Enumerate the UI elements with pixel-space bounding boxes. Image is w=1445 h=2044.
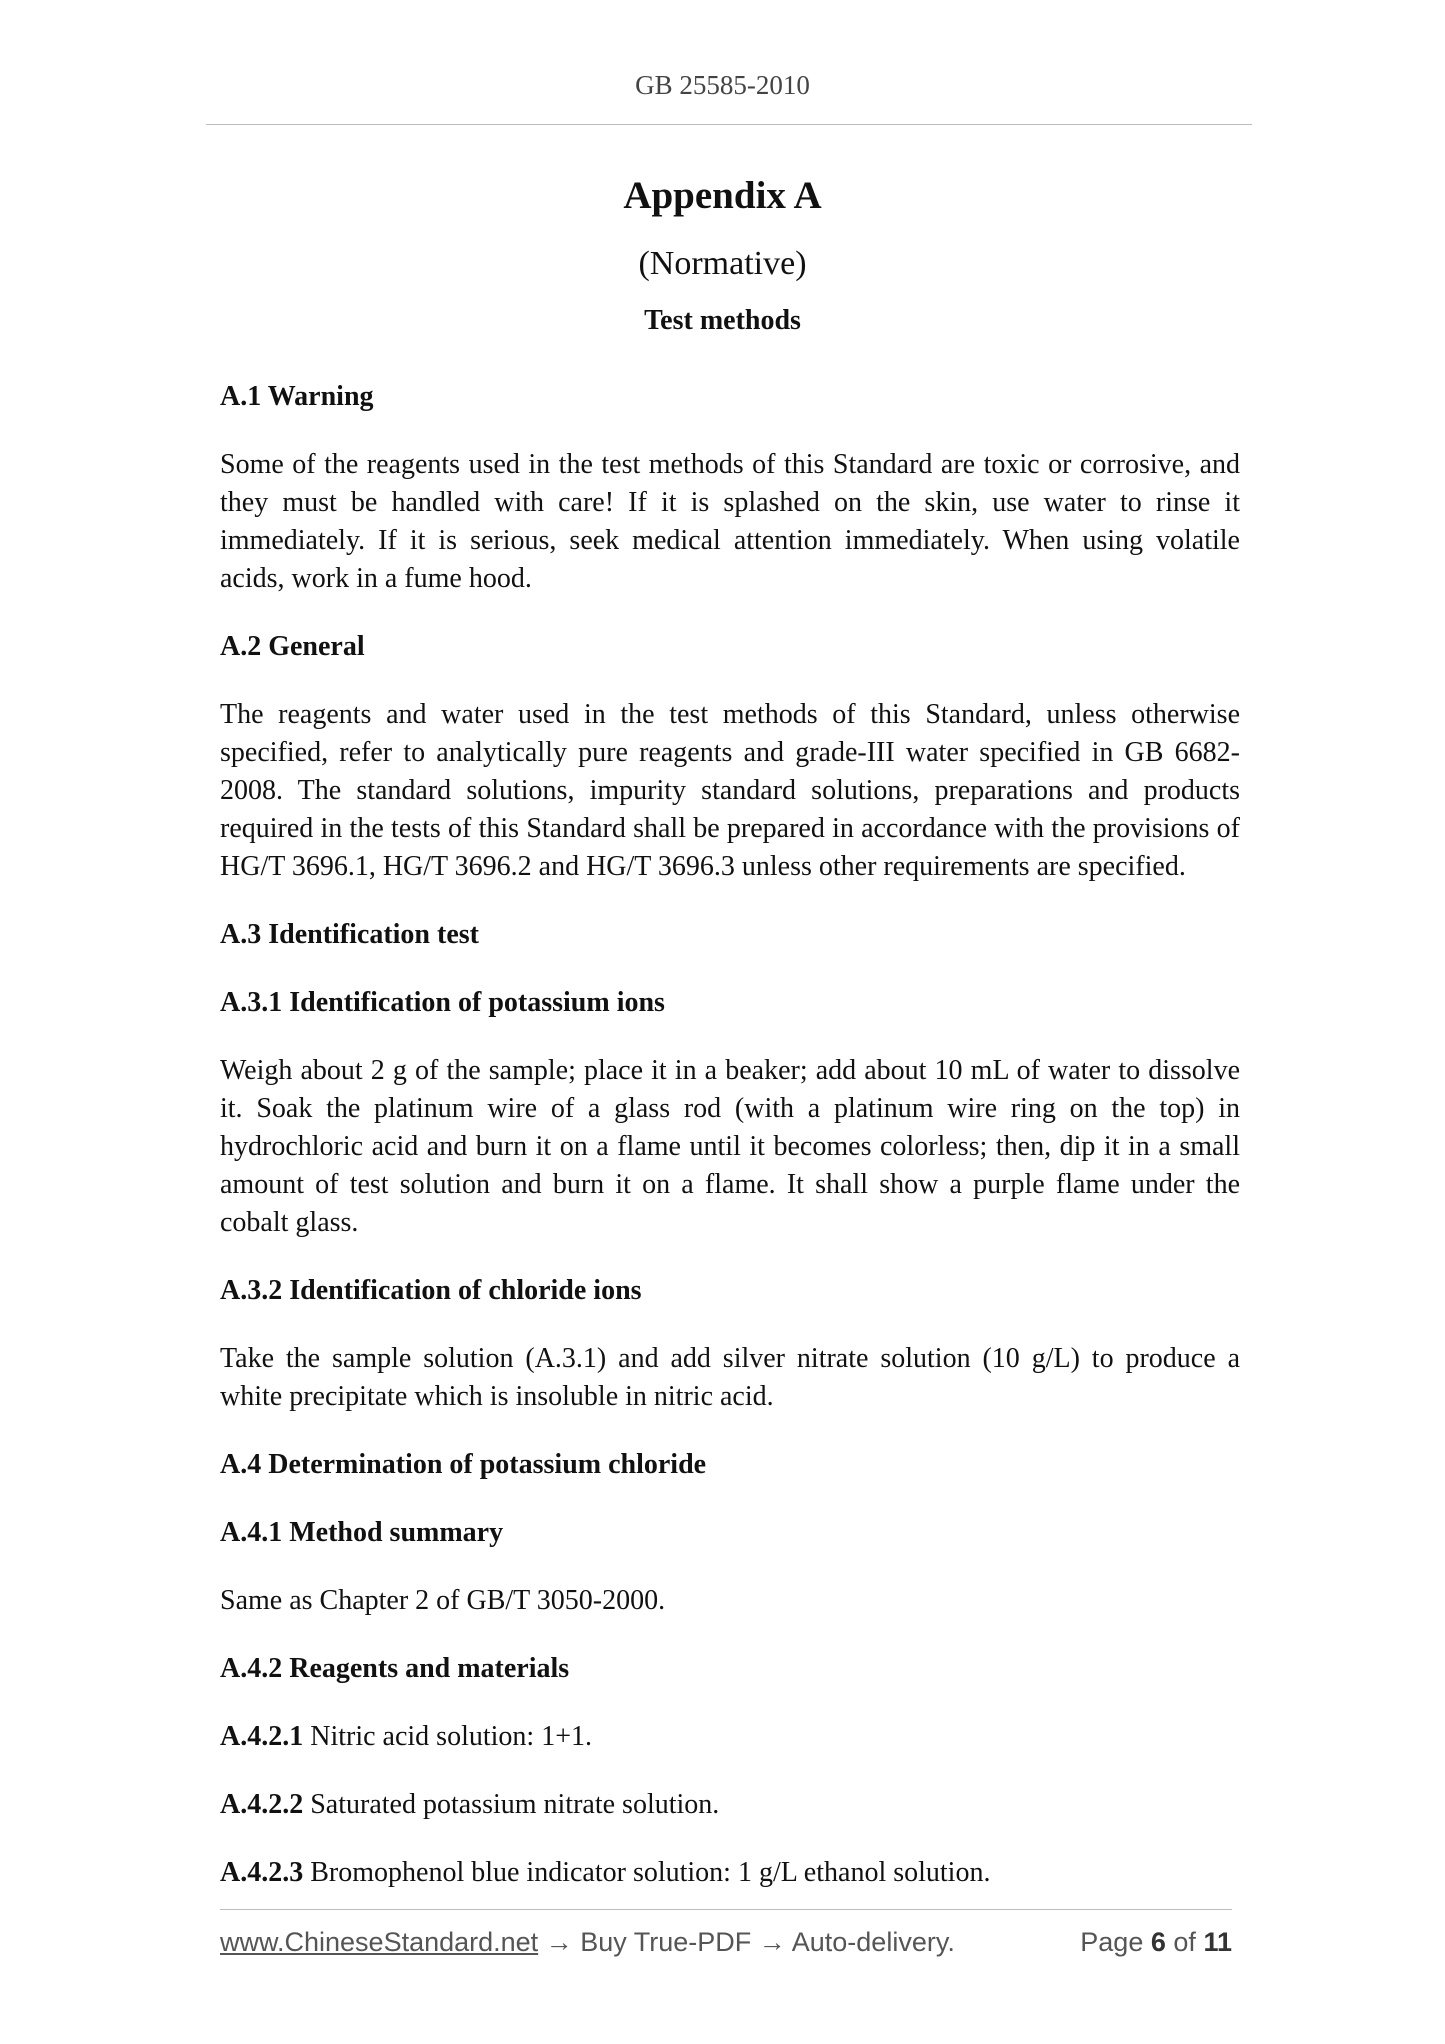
section-text-a31: Weigh about 2 g of the sample; place it in a beaker; add about 10 mL of water to dissolve it. Soak the platinum wire of a glass rod (with a platinum wire ring on the top) in hydrochloric acid and burn it on a flame until it becomes colorless; then, dip it in a small amount of test solution and burn it on a flame. It shall show a purple flame under the cobalt glass. xyxy=(220,1055,1240,1238)
appendix-title: Appendix A xyxy=(623,174,822,217)
appendix-subtitle: (Normative) xyxy=(638,245,807,282)
clause-a422 xyxy=(220,1786,1240,1824)
section-heading-a42: A.4.2 Reagents and materials xyxy=(220,1653,570,1684)
section-text-a41: Same as Chapter 2 of GB/T 3050-2000. xyxy=(220,1585,666,1616)
document-body xyxy=(220,378,1240,1922)
clause-text: Nitric acid solution: 1+1. xyxy=(310,1721,592,1752)
page-indicator xyxy=(1080,1927,1232,1958)
section-heading-a3: A.3 Identification test xyxy=(220,919,479,950)
page-footer xyxy=(220,1927,1232,1958)
clause-text: Bromophenol blue indicator solution: 1 g/L ethanol solution. xyxy=(310,1857,991,1888)
clause-text: Saturated potassium nitrate solution. xyxy=(310,1789,720,1820)
of-label: of xyxy=(1173,1927,1196,1957)
section-heading-a4: A.4 Determination of potassium chloride xyxy=(220,1449,707,1480)
footer-divider xyxy=(220,1909,1232,1910)
appendix-title-block xyxy=(0,172,1445,338)
promo-text: → Buy True-PDF → Auto-delivery. xyxy=(545,1927,955,1957)
clause-number: A.4.2.2 xyxy=(220,1789,304,1820)
page-current: 6 xyxy=(1150,1927,1166,1957)
clause-a421 xyxy=(220,1718,1240,1756)
section-text-a1: Some of the reagents used in the test methods of this Standard are toxic or corrosive, and they must be handled with care! If it is splashed on the skin, use water to rinse it immediately. If it is serious, seek medical attention immediately. When using volatile acids, work in a fume hood. xyxy=(220,449,1240,594)
page-total: 11 xyxy=(1203,1927,1232,1957)
section-text-a2: The reagents and water used in the test methods of this Standard, unless otherwise specified, refer to analytically pure reagents and grade-III water specified in GB 6682-2008. The standard solutions, impurity standard solutions, preparations and products required in the tests of this Standard shall be prepared in accordance with the provisions of HG/T 3696.1, HG/T 3696.2 and HG/T 3696.3 unless other requirements are specified. xyxy=(220,699,1240,882)
header-divider xyxy=(206,124,1252,125)
section-heading-a32: A.3.2 Identification of chloride ions xyxy=(220,1275,642,1306)
page-label: Page xyxy=(1080,1927,1144,1957)
section-heading-a1: A.1 Warning xyxy=(220,381,374,412)
site-link[interactable]: www.ChineseStandard.net xyxy=(220,1927,539,1957)
clause-number: A.4.2.3 xyxy=(220,1857,304,1888)
clause-a423 xyxy=(220,1854,1240,1892)
appendix-caption: Test methods xyxy=(644,305,801,336)
page-header: GB 25585-2010 xyxy=(635,70,810,100)
section-heading-a2: A.2 General xyxy=(220,631,365,662)
section-heading-a31: A.3.1 Identification of potassium ions xyxy=(220,987,665,1018)
section-heading-a41: A.4.1 Method summary xyxy=(220,1517,504,1548)
clause-number: A.4.2.1 xyxy=(220,1721,304,1752)
footer-left xyxy=(220,1927,955,1958)
section-text-a32: Take the sample solution (A.3.1) and add silver nitrate solution (10 g/L) to produce a white precipitate which is insoluble in nitric acid. xyxy=(220,1343,1240,1412)
